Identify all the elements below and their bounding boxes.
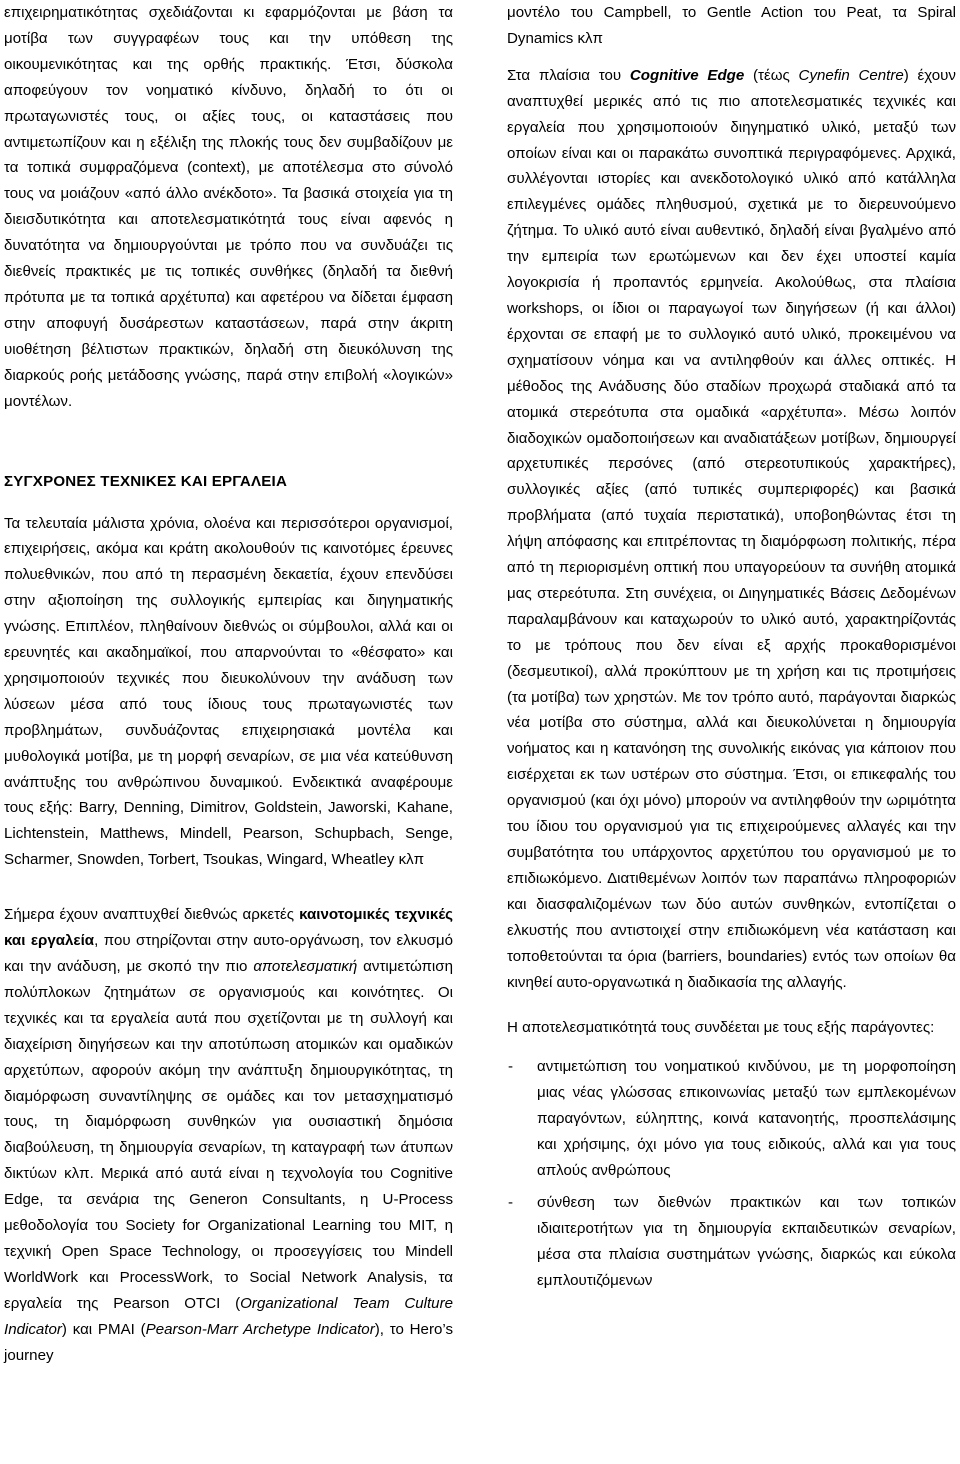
right-column <box>507 0 956 1294</box>
text-run: ) και PMAI ( <box>61 1320 146 1338</box>
text-run: Στα πλαίσια του <box>507 66 630 84</box>
italic-word: αποτελεσματική <box>253 958 358 975</box>
bold-italic-term: Cognitive Edge <box>629 66 745 84</box>
text-run: αντιμετώπιση πολύπλοκων ζητημάτων σε οργανισμούς και κοινότητες. Οι τεχνικές και τα εργαλεία αυτά που σχετίζονται με τη συλλογή και διαχείριση διηγήσεων και την αποτύπωση ατομικών και ομαδικών αρχετύπων, αφορούν ακόμη την ανάπτυξη δημιουργικότητας, τη διαμόρφωση συναντίληψης σε ομάδες και τον μετασχηματισμό τους, τη διαμόρφωση συνθηκών για ουσιαστική δημόσια διαβούλευση, τη δημιουργία σεναρίων, τη καταγραφή των άτυπων δικτύων κλπ. Μερικά από αυτά είναι η τεχνολογία του Cognitive Edge, τα σενάρια της Generon Consultants, η U-Process μεθοδολογία του Society for Organizational Learning του MIT, η τεχνική Open Space Technology, οι προσεγγίσεις του Mindell WorldWork και ProcessWork, το Social Network Analysis, τα εργαλεία της Pearson OTCI ( <box>4 958 453 1312</box>
text-run: ) έχουν αναπτυχθεί μερικές από τις πιο αποτελεσματικές τεχνικές και εργαλεία που χρησιμοποιούν διηγηματικό υλικό, μεταξύ των οποίων είναι και οι παρακάτω συνοπτικά περιγραφόμενες. Αρχικά, συλλέγονται ιστορίες και ανεκδοτολογικό υλικό από κατάλληλα επιλεγμένες ομάδες πληθυσμού, σχετικά με το διερευνούμενο ζήτημα. Το υλικό αυτό είναι αυθεντικό, δηλαδή είναι βγαλμένο από την εμπειρία των ερωτώμενων και δεν έχει υποστεί καμία λογοκρισία ή προπαντός ερμηνεία. Ακολούθως, στα πλαίσια workshops, οι ίδιοι οι παραγωγοί των διηγήσεων (ή και άλλοι) έρχονται σε επαφή με το συλλογικό αυτό υλικό, προκειμένου να σχηματίσουν νόημα και να αντιληφθούν και άλλες οπτικές. Η μέθοδος της Ανάδυσης δύο σταδίων προχωρά σταδιακά από τα ατομικά στερεότυπα στα ομαδικά «αρχέτυπα». Μέσω λοιπόν διαδοχικών ομαδοποιήσεων και αναδιατάξεων μοτίβων, δημιουργεί αρχετυπικές περσόνες (από στερεοτυπικούς χαρακτήρες), συλλογικές αξίες (από τυπικές συμπεριφορές) και βασικά προβλήματα (από τυχαία περιστατικά), υποβοηθώντας έτσι τη λήψη απόφασης και επιτρέποντας τη διαμόρφωση πολιτικής, πέρα από τη περιορισμένη οπτική που υπαγορεύουν τα συνήθη ατομικά μας στερεότυπα. Στη συνέχεια, οι Διηγηματικές Βάσεις Δεδομένων παραλαμβάνουν και καταχωρούν το υλικό αυτό, χαρακτηρίζοντάς το με τρόπους που δεν είναι εξ αρχής προκαθορισμένοι (δεσμευτικοί), αλλά προκύπτουν με τη χρήση και τις προτιμήσεις (τα μοτίβα) των χρηστών. Με τον τρόπο αυτό, παράγονται διαρκώς νέα μοτίβα στο σύστημα, αλλά και διευκολύνεται η δημιουργία νοήματος και η κατανόηση της συνολικής εικόνας για κάποιον που εισέρχεται εκ των υστέρων στο σύστημα. Έτσι, οι επικεφαλής του οργανισμού (και όχι μόνο) μπορούν να αντιληφθούν την ωριμότητα του ίδιου του οργανισμού για τις επιχειρούμενες αλλαγές και την συμβατότητα του υπάρχοντος αρχετύπου του οργανισμού με το επιδιωκόμενο. Διατιθεμένων λοιπόν των παραπάνω πληροφοριών και διασφαλιζομένων των δύο αυτών συνθηκών, εντοπίζεται ο ελκυστής που αντιστοιχεί στην επιδιωκόμενη νέα κατάσταση και τοποθετούνται τα όρια (barriers, boundaries) εντός των οποίων θα κινηθεί αυτο-οργανωτικά η διαδικασία της αλλαγής. <box>507 66 956 991</box>
body-paragraph-techniques <box>4 902 453 1368</box>
bold-phrase: καινοτομικές τεχνικές και εργαλεία <box>4 906 453 950</box>
body-paragraph-cognitive-edge <box>507 63 956 996</box>
factor-list <box>507 1054 956 1293</box>
list-item: - αντιμετώπιση του νοηματικού κινδύνου, με τη μορφοποίηση μιας νέας γλώσσας επικοινωνίας μεταξύ των εμπλεκομένων παραγόντων, εύληπτης, κοινά κατανοητής, προσπελάσιμης και χρήσιμης, όχι μόνο για τους ειδικούς, αλλά και για τους απλούς ανθρώπους <box>507 1054 956 1184</box>
left-column <box>4 0 453 1369</box>
body-paragraph-opening: επιχειρηματικότητας σχεδιάζονται κι εφαρμόζονται με βάση τα μοτίβα των συγγραφέων τους και την υπόθεση της οικουμενικότητας και της ορθής πρακτικής. Έτσι, δύσκολα αποφεύγουν τον νοηματικό κίνδυνο, δηλαδή το ότι οι πρωταγωνιστές τους, οι αξίες τους, οι καταστάσεις που αντιμετωπίζουν και η εξέλιξη της πλοκής τους δεν συμβαδίζουν με τα τοπικά συμφραζόμενα (context), με αποτέλεσμα στο σύνολό τους να μοιάζουν «από άλλο ανέκδοτο». Τα βασικά στοιχεία για τη διεισδυτικότητα και αποτελεσματικότητά τους είναι αφενός η δυνατότητα να δημιουργούνται με τρόπο που να συνδυάζει τις διεθνείς πρακτικές με τις τοπικές συνθήκες (δηλαδή τα διεθνή πρότυπα με τα τοπικά αρχέτυπα) και αφετέρου να δίδεται έμφαση στην αποφυγή δυσάρεστων καταστάσεων, παρά στην άκριτη υιοθέτηση βέλτιστων πρακτικών, δηλαδή στη διευκόλυνση της διαρκούς ροής μετάδοσης γνώσης, παρά στην επιβολή «λογικών» μοντέλων. <box>4 4 453 410</box>
text-run: Σήμερα έχουν αναπτυχθεί διεθνώς αρκετές <box>4 906 300 924</box>
text-run: ), το Hero’s journey <box>4 1320 453 1364</box>
body-paragraph-continuation: μοντέλο του Campbell, το Gentle Action του Peat, τα Spiral Dynamics κλπ <box>507 4 956 47</box>
list-item: - σύνθεση των διεθνών πρακτικών και των τοπικών ιδιαιτεροτήτων για τη δημιουργία εκπαιδευτικών σεναρίων, μέσα στα πλαίσια συστημάτων γνώσης, διαρκώς και εύκολα εμπλουτιζόμενων <box>507 1190 956 1294</box>
italic-term: Pearson-Marr Archetype Indicator <box>145 1320 375 1338</box>
section-heading: ΣΥΓΧΡΟΝΕΣ ΤΕΧΝΙΚΕΣ ΚΑΙ ΕΡΓΑΛΕΙΑ <box>4 472 288 490</box>
italic-term: Cynefin Centre <box>798 66 904 84</box>
body-paragraph-effectiveness: Η αποτελεσματικότητά τους συνδέεται με τους εξής παράγοντες: <box>507 1019 935 1037</box>
text-run: , που στηρίζονται στην αυτο-οργάνωση, τον ελκυσμό και την ανάδυση, με σκοπό την πιο <box>4 932 453 975</box>
text-run: (τέως <box>744 66 799 84</box>
body-paragraph-recent-years: Τα τελευταία μάλιστα χρόνια, ολοένα και περισσότεροι οργανισμοί, επιχειρήσεις, ακόμα και κράτη ακολουθούν τις καινοτόμες έρευνες πολυεθνικών, που από τη περασμένη δεκαετία, έχουν επενδύσει στην αξιοποίηση της συλλογικής εμπειρίας και διηγηματικής γνώσης. Επιπλέον, πληθαίνουν διεθνώς οι σύμβουλοι, αλλά και οι ερευνητές και ακαδημαϊκοί, που απαρνούνται το «θέσφατο» και χρησιμοποιούν τεχνικές που διευκολύνουν την ανάδυση των λύσεων μέσα από τους ίδιους τους πρωταγωνιστές των προβλημάτων, συνδυάζοντας επιχειρησιακά μοντέλα και μυθολογικά μοτίβα, με τη μορφή σεναρίων, σε μια νέα κατεύθυνση ανάπτυξης του ανθρώπινου δυναμικού. Ενδεικτικά αναφέρουμε τους εξής: Barry, Denning, Dimitrov, Goldstein, Jaworski, Kahane, Lichtenstein, Matthews, Mindell, Pearson, Schupbach, Senge, Scharmer, Snowden, Torbert, Tsoukas, Wingard, Wheatley κλπ <box>4 514 453 869</box>
italic-term: Organizational Team Culture Indicator <box>4 1294 453 1338</box>
